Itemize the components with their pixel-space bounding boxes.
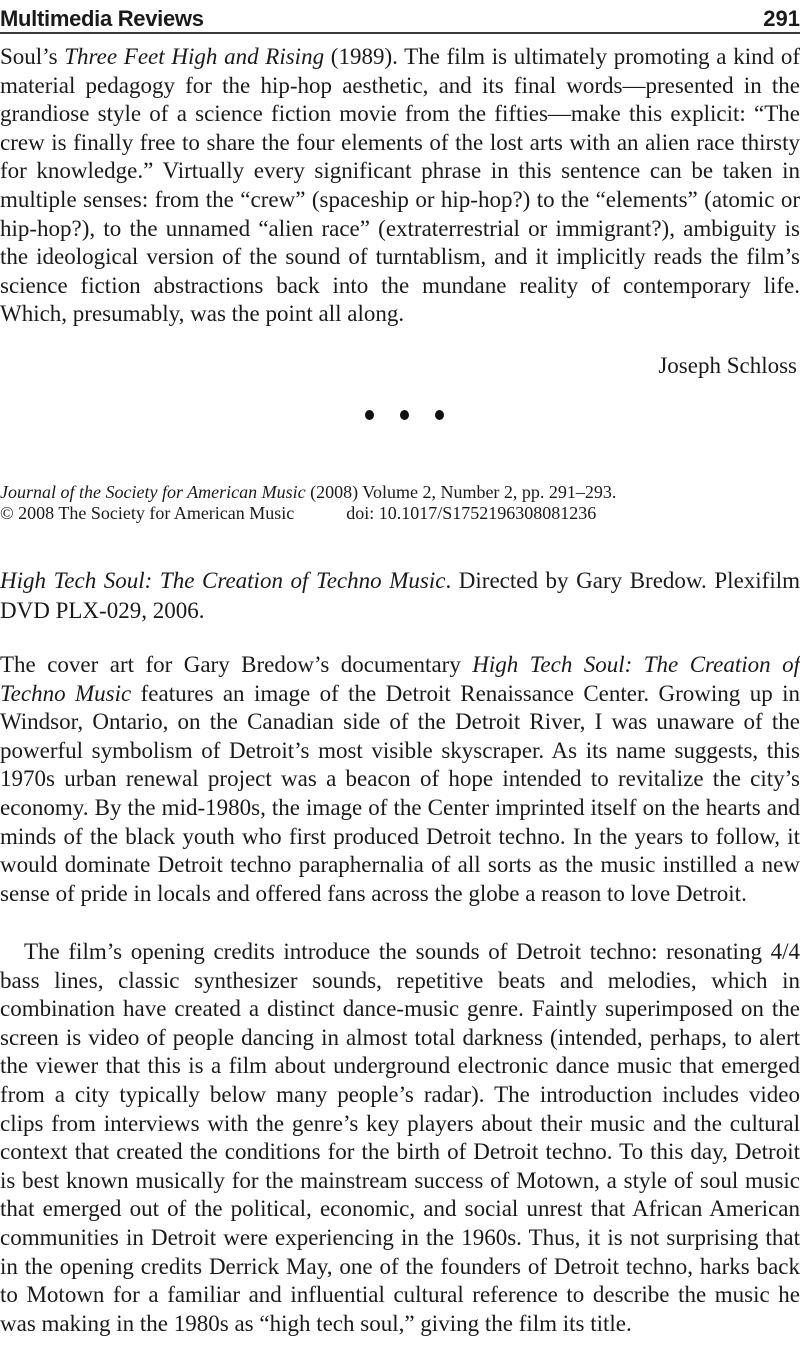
- italic-title: High Tech Soul: The Creation of Techno Music: [0, 652, 800, 706]
- copyright-notice: © 2008 The Society for American Music: [0, 503, 295, 523]
- review-paragraph-2: [0, 938, 800, 1338]
- citation-block: [0, 482, 800, 524]
- citation-line-2: [0, 503, 800, 524]
- text-run: The cover art for Gary Bredow’s documentary: [0, 652, 473, 677]
- dot-icon: [400, 410, 409, 420]
- citation-details: (2008) Volume 2, Number 2, pp. 291–293.: [305, 482, 617, 502]
- review-heading: [0, 566, 800, 626]
- citation-line-1: [0, 482, 800, 503]
- text-run: The film’s opening credits introduce the sounds of Detroit techno: resonating 4/4 bass lines, classic synthesizer sounds, repetitive beats and melodies, which in combination have created a distinct dance-music genre. Faintly superimposed on the screen is video of people dancing in almost total darkness (intended, perhaps, to alert the viewer that this is a film about underground electronic dance music that emerged from a city typically below many people’s radar). The introduction includes video clips from interviews with the genre’s key players about their music and the cultural context that created the conditions for the birth of Detroit techno. To this day, Detroit is best known musically for the mainstream success of Motown, a style of soul music that emerged out of the political, economic, and social unrest that African American communities in Detroit were experiencing in the 1960s. Thus, it is not surprising that in the opening credits Derrick May, one of the founders of Detroit techno, harks back to Motown for a familiar and influential cultural reference to describe the music he was making in the 1980s as “high tech soul,” giving the film its title.: [0, 939, 800, 1336]
- film-title: High Tech Soul: The Creation of Techno Music: [0, 568, 446, 593]
- running-head: [0, 0, 800, 31]
- header-rule: [0, 32, 800, 34]
- text-run: features an image of the Detroit Renaissance Center. Growing up in Windsor, Ontario, on the Canadian side of the Detroit River, I was unaware of the powerful symbolism of Detroit’s most visible skyscraper. As its name suggests, this 1970s urban renewal project was a beacon of hope intended to revitalize the city’s economy. By the mid-1980s, the image of the Center imprinted itself on the hearts and minds of the black youth who first produced Detroit techno. In the years to follow, it would dominate Detroit techno paraphernalia of all sorts as the music instilled a new sense of pride in locals and offered fans across the globe a reason to love Detroit.: [0, 680, 800, 906]
- journal-name: Journal of the Society for American Music: [0, 482, 306, 502]
- paragraph: [0, 938, 800, 1338]
- text-run: (1989). The film is ultimately promoting a kind of material pedagogy for the hip-hop aesthetic, and its final words—presented in the grandiose style of a science fiction movie from the fifties—make this explicit: “The crew is finally free to share the four elements of the lost arts with an alien race thirsty for knowledge.” Virtually every significant phrase in this sentence can be taken in multiple senses: from the “crew” (spaceship or hip-hop?) to the “elements” (atomic or hip-hop?), to the unnamed “alien race” (extraterrestrial or immigrant?), ambiguity is the ideological version of the sound of turntablism, and it implicitly reads the film’s science fiction abstractions back into the mundane reality of contemporary life. Which, presumably, was the point all along.: [0, 44, 800, 327]
- doi: doi: 10.1017/S1752196308081236: [346, 503, 597, 523]
- paragraph: [0, 651, 800, 908]
- previous-review-continuation: [0, 43, 800, 329]
- dot-icon: [365, 410, 374, 420]
- film-details: . Directed by Gary Bredow. Plexifilm DVD PLX-029, 2006.: [0, 568, 800, 623]
- continuation-paragraph: [0, 43, 800, 329]
- three-dots-separator-icon: [0, 410, 800, 420]
- reviewer-signature: Joseph Schloss: [658, 353, 797, 378]
- page-number: 291: [763, 6, 800, 31]
- italic-title: Three Feet High and Rising: [64, 44, 325, 69]
- review-paragraph-1: [0, 651, 800, 908]
- section-title: Multimedia Reviews: [0, 6, 204, 31]
- text-run: Soul’s: [0, 44, 65, 69]
- dot-icon: [435, 410, 444, 420]
